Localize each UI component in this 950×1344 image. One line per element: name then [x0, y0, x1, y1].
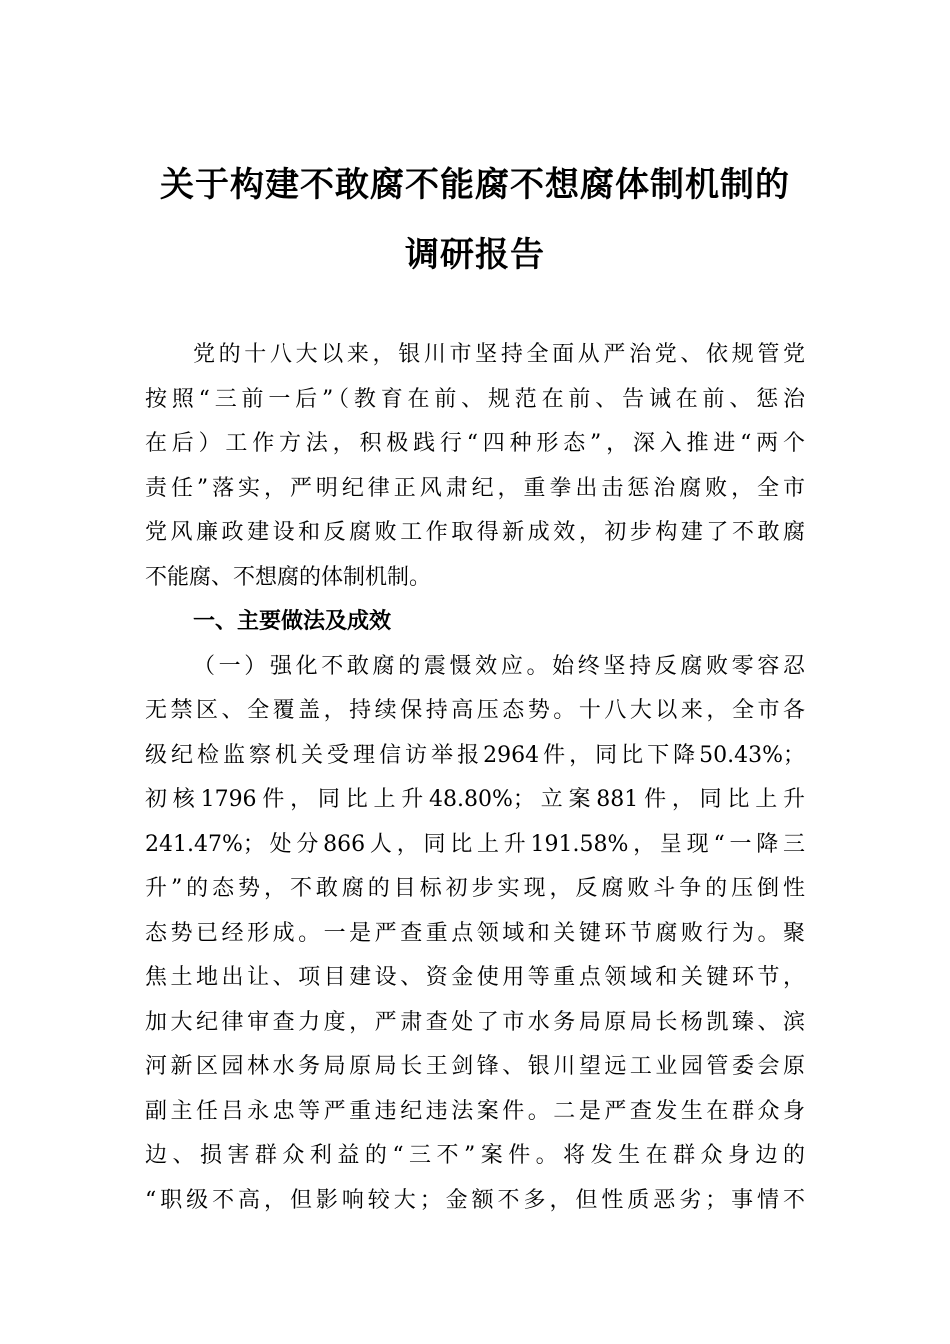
paragraph-line: “职级不高，但影响较大；金额不多，但性质恶劣；事情不 [145, 1187, 805, 1213]
paragraph-line: 责任”落实，严明纪律正风肃纪，重拳出击惩治腐败，全市 [145, 475, 805, 501]
paragraph-line: 无禁区、全覆盖，持续保持高压态势。十八大以来，全市各 [145, 698, 805, 723]
document-title-line-2: 调研报告 [405, 235, 545, 275]
paragraph-line: 边、损害群众利益的“三不”案件。将发生在群众身边的 [145, 1143, 805, 1168]
paragraph-line: （一）强化不敢腐的震慑效应。始终坚持反腐败零容忍 [193, 653, 805, 679]
document-title-line-1: 关于构建不敢腐不能腐不想腐体制机制的 [160, 165, 790, 205]
paragraph-line: 按照“三前一后”（教育在前、规范在前、告诫在前、惩治 [145, 386, 805, 412]
paragraph-line: 态势已经形成。一是严查重点领域和关键环节腐败行为。聚 [145, 920, 805, 946]
paragraph-line: 党风廉政建设和反腐败工作取得新成效，初步构建了不敢腐 [145, 520, 805, 545]
paragraph-line: 241.47%；处分866人，同比上升191.58%，呈现“一降三 [145, 831, 805, 857]
paragraph-line: 党的十八大以来，银川市坚持全面从严治党、依规管党 [193, 342, 805, 367]
paragraph-line: 在后）工作方法，积极践行“四种形态”，深入推进“两个 [145, 431, 805, 456]
paragraph-line: 初核1796件，同比上升48.80%；立案881件，同比上升 [145, 787, 805, 812]
paragraph-line: 级纪检监察机关受理信访举报2964件，同比下降50.43%； [145, 742, 805, 768]
paragraph-line: 不能腐、不想腐的体制机制。 [145, 564, 432, 590]
paragraph-line: 升”的态势，不敢腐的目标初步实现，反腐败斗争的压倒性 [145, 876, 805, 901]
paragraph-line: 副主任吕永忠等严重违纪违法案件。二是严查发生在群众身 [145, 1098, 805, 1124]
paragraph-line: 河新区园林水务局原局长王剑锋、银川望远工业园管委会原 [145, 1054, 805, 1079]
section-heading: 一、主要做法及成效 [193, 609, 392, 634]
paragraph-line: 焦土地出让、项目建设、资金使用等重点领域和关键环节， [145, 965, 805, 990]
document-body [145, 333, 805, 1223]
paragraph-line: 加大纪律审查力度，严肃查处了市水务局原局长杨凯臻、滨 [145, 1009, 805, 1035]
